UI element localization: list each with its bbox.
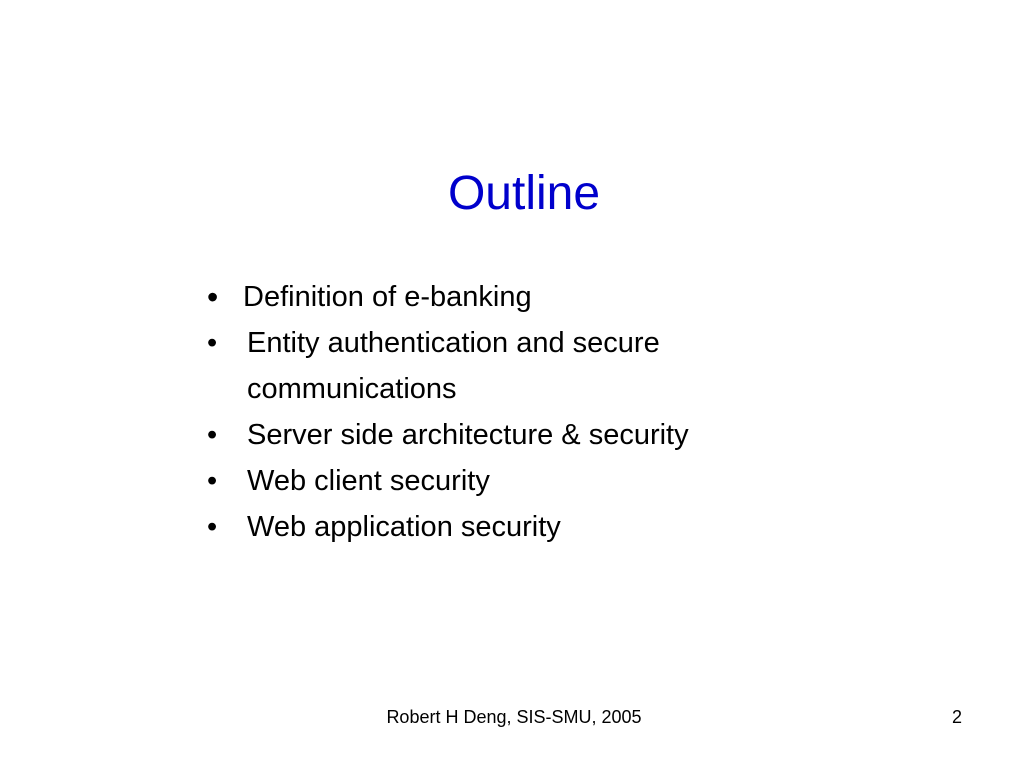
bullet-icon: •: [207, 327, 218, 359]
bullet-item: [207, 274, 827, 320]
page-number: 2: [951, 707, 962, 727]
bullet-icon: •: [207, 419, 218, 451]
bullet-text: Server side architecture & security: [247, 419, 689, 451]
slide-title: Outline: [447, 167, 601, 220]
bullet-text: Web application security: [247, 511, 561, 543]
bullet-icon: •: [207, 279, 219, 315]
slide-footer: Robert H Deng, SIS-SMU, 2005: [386, 707, 642, 727]
bullet-icon: •: [207, 511, 218, 543]
bullet-text-continuation: communications: [247, 373, 457, 405]
bullet-text: Web client security: [247, 465, 490, 497]
bullet-text: Entity authentication and secure: [247, 327, 660, 359]
bullet-icon: •: [207, 465, 218, 497]
bullet-text: Definition of e-banking: [243, 281, 532, 313]
bullet-item: [207, 320, 827, 412]
bullet-item: [207, 504, 827, 550]
bullet-item: [207, 458, 827, 504]
bullet-item: [207, 412, 827, 458]
bullet-list: [207, 274, 827, 550]
